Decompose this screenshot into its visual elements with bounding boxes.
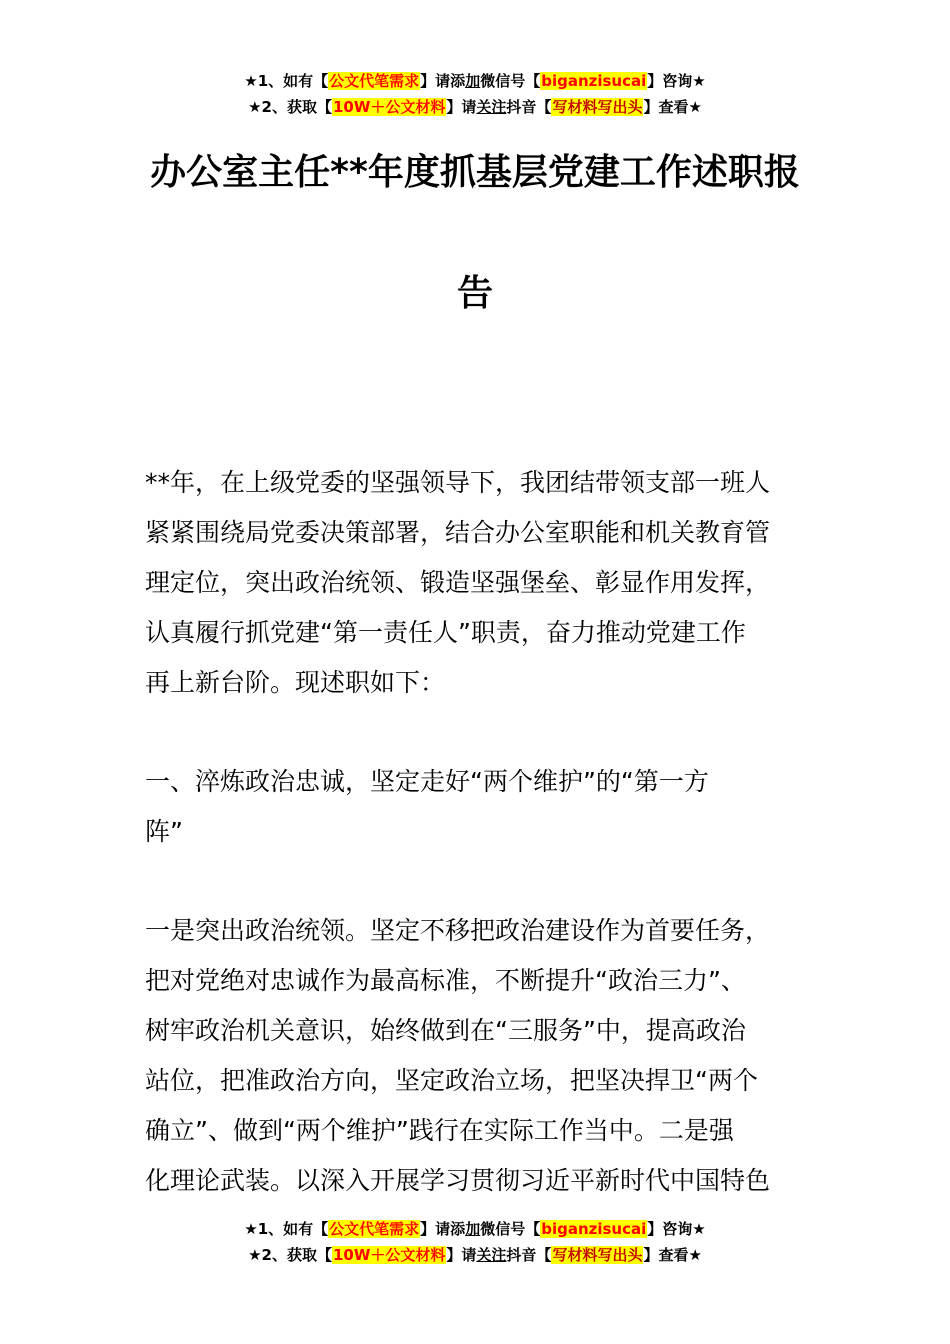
highlight-materials: 10W＋公文材料	[332, 1246, 446, 1264]
highlight-wechat-id: biganzisucai	[541, 1220, 647, 1238]
document-title: 办公室主任**年度抓基层党建工作述职报	[150, 152, 800, 193]
banner-text: 】请添	[420, 1220, 466, 1238]
banner-text: ★1、如有【	[244, 1220, 329, 1238]
highlight-materials: 10W＋公文材料	[332, 98, 446, 116]
banner-line-1	[0, 68, 950, 94]
banner-text: 微信号【	[480, 72, 541, 90]
banner-text: 微信号【	[480, 1220, 541, 1238]
banner-text-underlined: 关注	[476, 1246, 507, 1264]
footer-banner	[0, 1216, 950, 1268]
paragraph-line: 再上新台阶。现述职如下：	[145, 668, 446, 697]
heading-line: 一、淬炼政治忠诚，坚定走好“两个维护”的“第一方	[145, 767, 709, 796]
paragraph-line: 一是突出政治统领。坚定不移把政治建设作为首要任务，	[145, 916, 771, 945]
highlight-writing-service: 公文代笔需求	[329, 72, 420, 90]
paragraph-line: 理定位，突出政治统领、锻造坚强堡垒、彰显作用发挥，	[145, 568, 771, 597]
banner-text-underlined: 加	[465, 1220, 481, 1238]
banner-text: 】咨询★	[647, 1220, 706, 1238]
header-banner	[0, 68, 950, 120]
banner-text: 抖音【	[506, 1246, 552, 1264]
heading-line: 阵”	[145, 817, 183, 846]
banner-text: ★1、如有【	[244, 72, 329, 90]
highlight-writing-service: 公文代笔需求	[329, 1220, 420, 1238]
paragraph-line: 化理论武装。以深入开展学习贯彻习近平新时代中国特色	[145, 1166, 771, 1195]
banner-text: 】查看★	[643, 1246, 702, 1264]
highlight-douyin-account: 写材料写出头	[552, 1246, 643, 1264]
banner-text: 】请添	[420, 72, 466, 90]
paragraph-line: 站位，把准政治方向，坚定政治立场，把坚决捍卫“两个	[145, 1066, 758, 1095]
banner-text: 抖音【	[506, 98, 552, 116]
section-heading-1	[145, 757, 810, 857]
banner-line-2	[0, 1242, 950, 1268]
paragraph-line: **年，在上级党委的坚强领导下，我团结带领支部一班人	[145, 468, 771, 497]
highlight-wechat-id: biganzisucai	[541, 72, 647, 90]
paragraph-line: 把对党绝对忠诚作为最高标准，不断提升“政治三力”、	[145, 966, 746, 995]
paragraph-line: 树牢政治机关意识，始终做到在“三服务”中，提高政治	[145, 1016, 746, 1045]
banner-text: ★2、获取【	[248, 98, 332, 116]
highlight-douyin-account: 写材料写出头	[552, 98, 643, 116]
paragraph-line: 紧紧围绕局党委决策部署，结合办公室职能和机关教育管	[145, 518, 771, 547]
intro-paragraph	[145, 458, 810, 708]
banner-text: ★2、获取【	[248, 1246, 332, 1264]
banner-text-underlined: 关注	[476, 98, 507, 116]
body-paragraph	[145, 906, 810, 1206]
paragraph-line: 确立”、做到“两个维护”践行在实际工作当中。二是强	[145, 1116, 734, 1145]
banner-text: 】请	[446, 98, 477, 116]
banner-text-underlined: 加	[465, 72, 481, 90]
banner-text: 】查看★	[643, 98, 702, 116]
banner-text: 】咨询★	[647, 72, 706, 90]
banner-line-1	[0, 1216, 950, 1242]
paragraph-line: 认真履行抓党建“第一责任人”职责，奋力推动党建工作	[145, 618, 746, 647]
document-title-continued: 告	[456, 273, 493, 314]
banner-text: 】请	[446, 1246, 477, 1264]
banner-line-2	[0, 94, 950, 120]
